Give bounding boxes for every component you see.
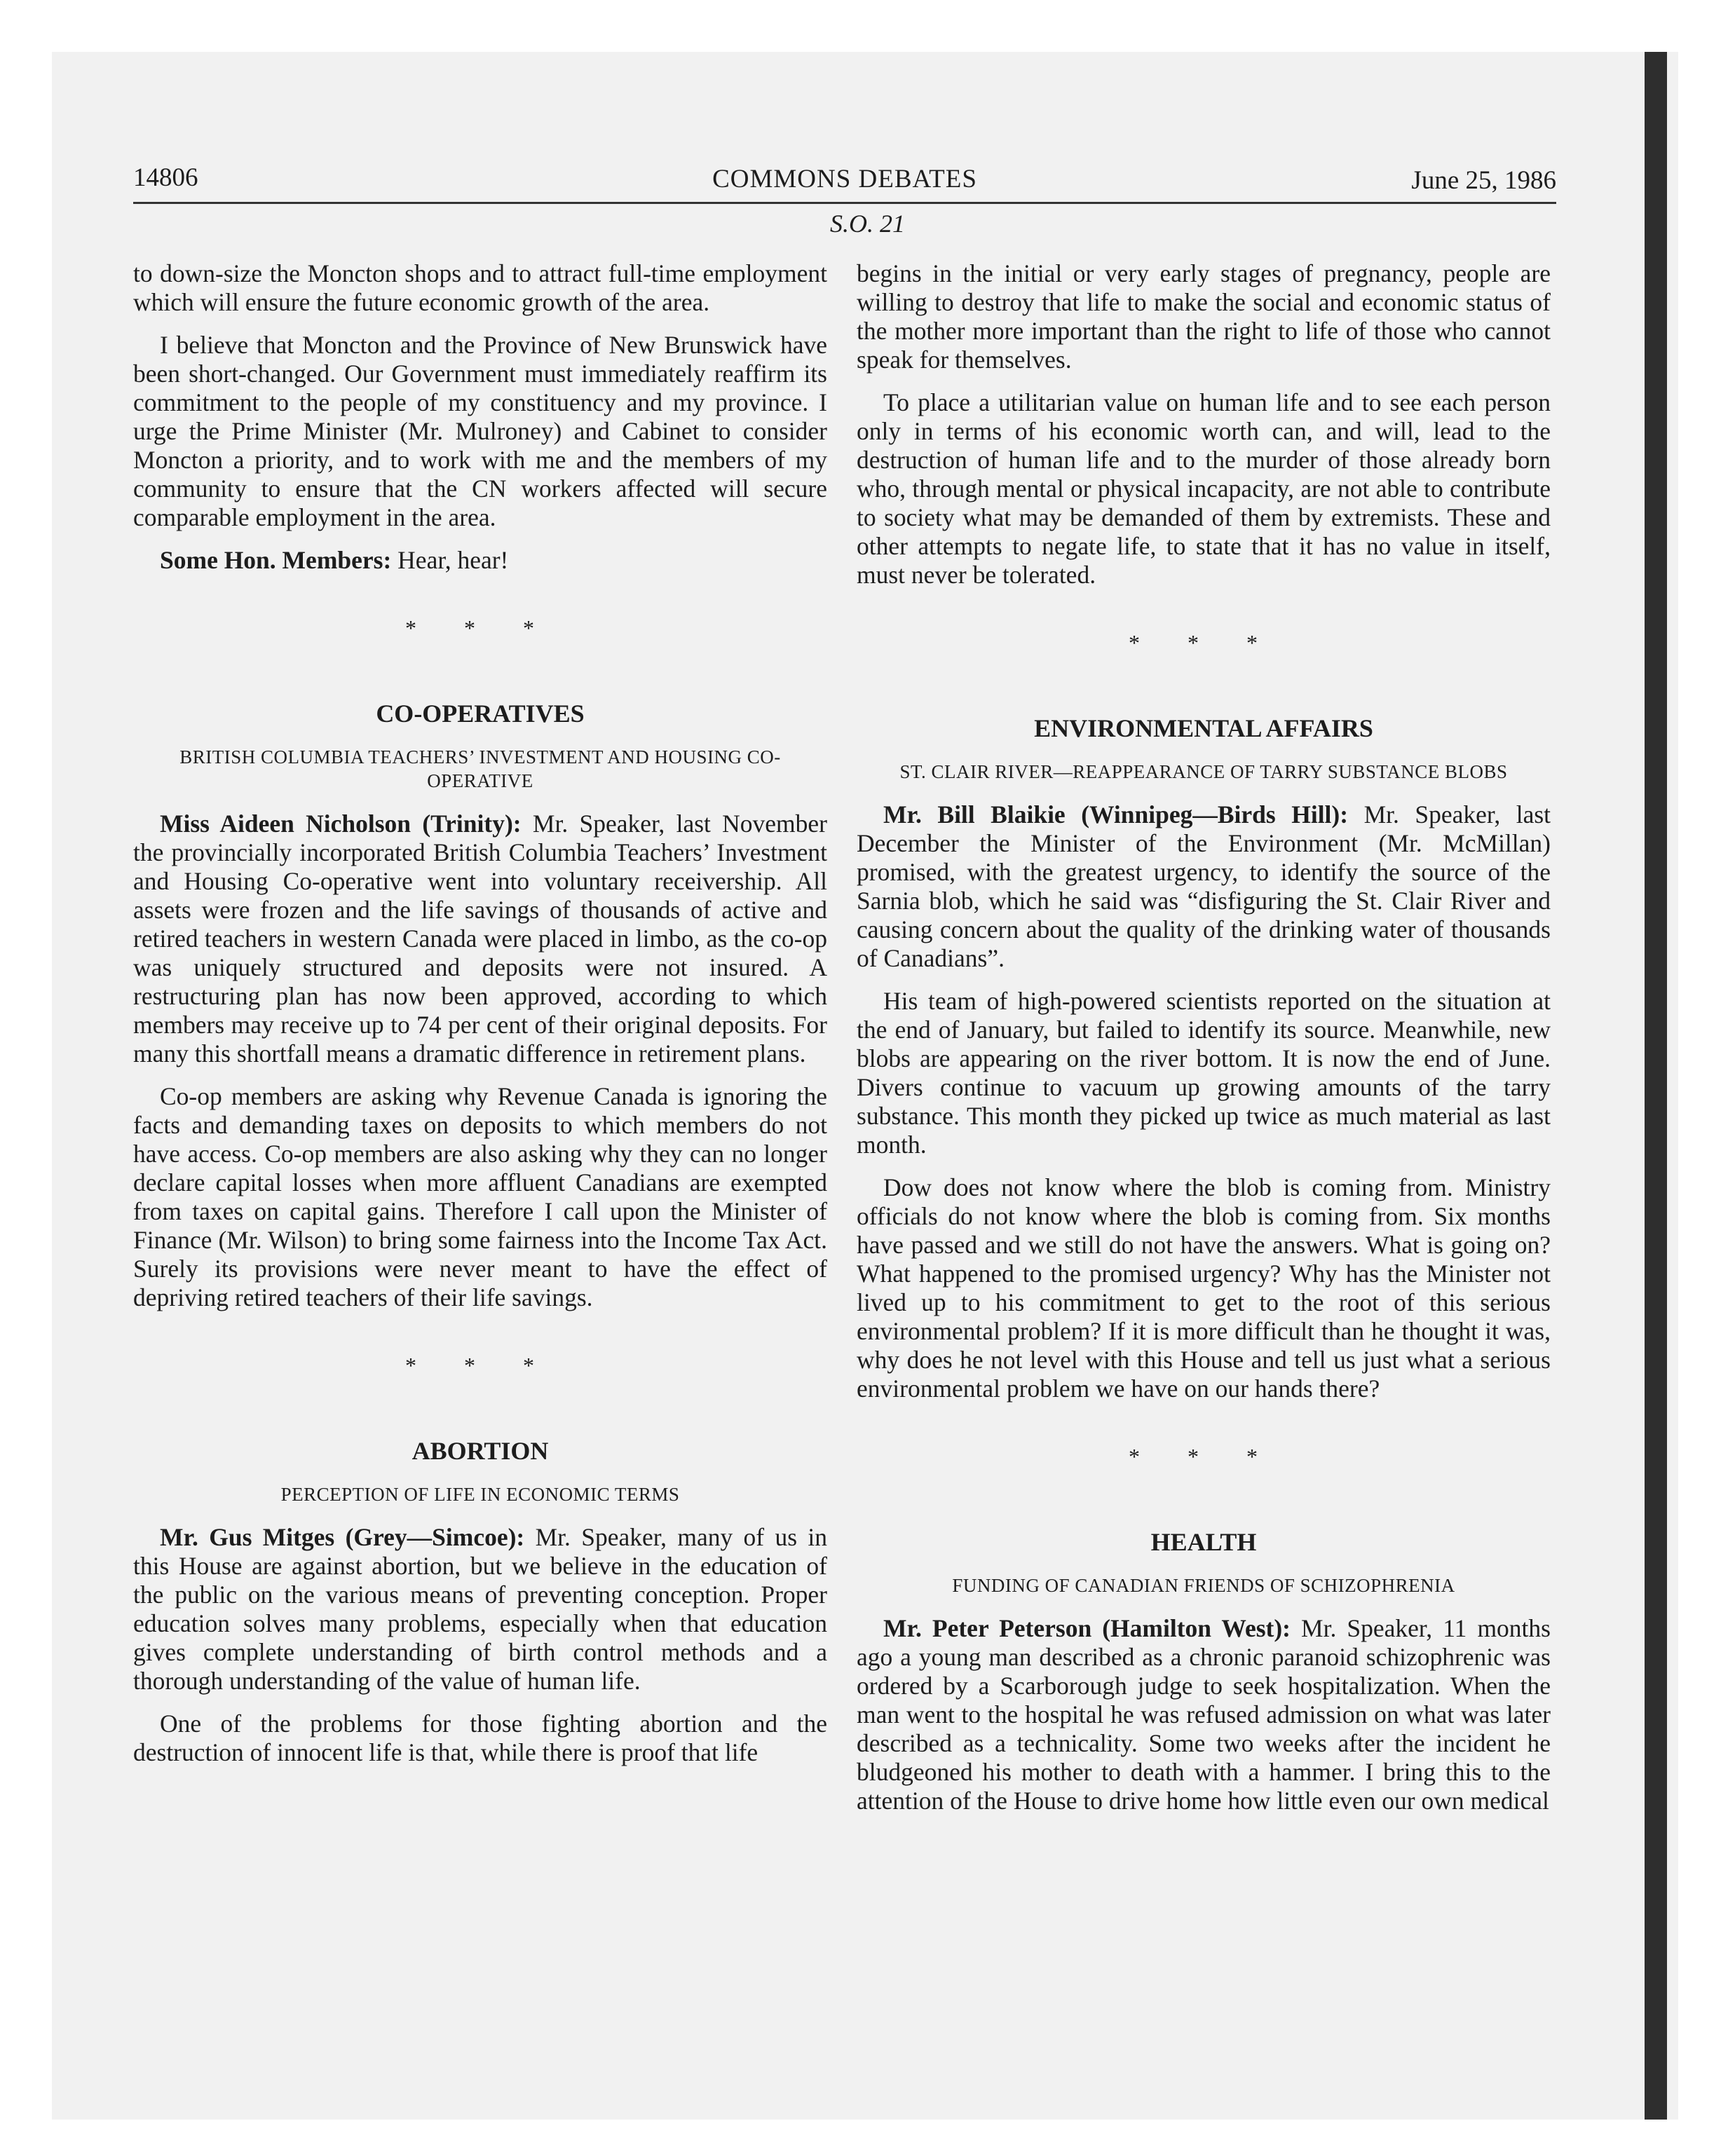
section-separator: * * * (405, 615, 555, 641)
paragraph: His team of high-powered scientists reported on the situation at the end of January, but failed to identify its source. Meanwhile, new blobs are appearing on the river bottom. It is now the end of June. Divers continue to vacuum up growing amounts of the tarry substance. This month they picked up twice as much material as last month. (857, 987, 1551, 1159)
speaker-name: Miss Aideen Nicholson (Trinity): (160, 810, 522, 838)
paragraph: I believe that Moncton and the Province of New Brunswick have been short-changed. Our Government must immediately reaffirm its commitment to the people of my constituency and my province. I urge the Prime Minister (Mr. Mulroney) and Cabinet to consider Moncton a priority, and to work with me and the members of my community to ensure that the CN workers affected will secure comparable employment in the area. (133, 331, 827, 531)
paragraph: Dow does not know where the blob is coming from. Ministry officials do not know where the blob is coming from. Six months have passed and we still do not have the answers. What is going on? What happened to the promised urgency? Why has the Minister not lived up to his commitment to get to the root of this serious environmental problem? If it is more difficult than he thought it was, why does he not level with this House and tell us just what a serious environmental problem we have on our hands there? (857, 1173, 1551, 1403)
speech-text: Hear, hear! (397, 546, 509, 574)
section-separator: * * * (405, 1353, 555, 1378)
section-heading: HEALTH (1150, 1528, 1257, 1556)
speaker-name: Mr. Bill Blaikie (Winnipeg—Birds Hill): (883, 800, 1349, 828)
speaker-name: Some Hon. Members: (160, 546, 392, 574)
paragraph (133, 546, 827, 575)
page-number: 14806 (133, 163, 198, 192)
section-subheading: FUNDING OF CANADIAN FRIENDS OF SCHIZOPHRENIA (952, 1575, 1455, 1596)
paragraph: to down-size the Moncton shops and to attract full-time employment which will ensure the future economic growth of the area. (133, 259, 827, 316)
speech-text: Mr. Speaker, many of us in this House are against abortion, but we believe in the education of the public on the various means of preventing conception. Proper education solves many problems, especially when that education gives complete understanding of birth control methods and a thorough understanding of the value of human life. (133, 1523, 827, 1695)
right-column (857, 259, 1551, 1829)
paragraph (857, 800, 1551, 973)
page-header (133, 163, 1556, 204)
speech-text: Mr. Speaker, last November the provincially incorporated British Columbia Teachers’ Investment and Housing Co-operative went into voluntary receivership. All assets were frozen and the life savings of thousands of active and retired teachers in western Canada were placed in limbo, as the co-op was uniquely structured and deposits were not insured. A restructuring plan has now been approved, according to which members may receive up to 74 per cent of their original deposits. For many this shortfall means a dramatic difference in retirement plans. (133, 810, 827, 1067)
speech-text: Mr. Speaker, 11 months ago a young man described as a chronic paranoid schizophrenic was ordered by a Scarborough judge to seek hospitalization. When the man went to the hospital he was refused admission on what was later described as a technicality. Some two weeks after the incident he bludgeoned his mother to death with a hammer. I bring this to the attention of the House to drive home how little even our own medical (857, 1614, 1551, 1815)
section-subheading: ST. CLAIR RIVER—REAPPEARANCE OF TARRY SUBSTANCE BLOBS (899, 761, 1508, 782)
scan-edge-bar (1645, 52, 1667, 2120)
paragraph: Co-op members are asking why Revenue Canada is ignoring the facts and demanding taxes on deposits to which members do not have access. Co-op members are also asking why they can no longer declare capital losses when more affluent Canadians are exempted from taxes on capital gains. Therefore I call upon the Minister of Finance (Mr. Wilson) to bring some fairness into the Income Tax Act. Surely its provisions were never meant to have the effect of depriving retired teachers of their life savings. (133, 1082, 827, 1311)
paragraph: begins in the initial or very early stages of pregnancy, people are willing to destroy that life to make the social and economic status of the mother more important than the right to life of those who cannot speak for themselves. (857, 259, 1551, 374)
speaker-name: Mr. Gus Mitges (Grey—Simcoe): (160, 1523, 525, 1551)
paragraph (133, 1523, 827, 1696)
section-heading: ENVIRONMENTAL AFFAIRS (1034, 714, 1373, 742)
speaker-name: Mr. Peter Peterson (Hamilton West): (883, 1614, 1291, 1642)
paragraph: One of the problems for those fighting abortion and the destruction of innocent life is that, while there is proof that life (133, 1710, 827, 1766)
paragraph: To place a utilitarian value on human life and to see each person only in terms of his economic worth can, and will, lead to the destruction of human life and to the murder of those already born who, through mental or physical incapacity, are not able to contribute to society what may be demanded of them by extremists. These and other attempts to negate life, to state that it has no value in itself, must never be tolerated. (857, 388, 1551, 589)
publication-title: COMMONS DEBATES (712, 165, 977, 193)
speech-text: Mr. Speaker, last December the Minister of the Environment (Mr. McMillan) promised, with the greatest urgency, to identify the source of the Sarnia blob, which he said was “disfiguring the St. Clair River and causing concern about the quality of the drinking water of thousands of Canadians”. (857, 800, 1551, 972)
standing-order-label: S.O. 21 (830, 210, 905, 238)
section-subheading: BRITISH COLUMBIA TEACHERS’ INVESTMENT AND HOUSING CO-OPERATIVE (179, 746, 781, 791)
publication-date: June 25, 1986 (1411, 166, 1556, 195)
section-separator: * * * (1129, 630, 1279, 655)
section-separator: * * * (1129, 1444, 1279, 1469)
left-column (133, 259, 827, 1781)
paragraph (857, 1614, 1551, 1815)
section-heading: ABORTION (411, 1437, 549, 1465)
paragraph (133, 810, 827, 1068)
section-subheading: PERCEPTION OF LIFE IN ECONOMIC TERMS (280, 1484, 680, 1505)
section-heading: CO-OPERATIVES (376, 700, 585, 728)
